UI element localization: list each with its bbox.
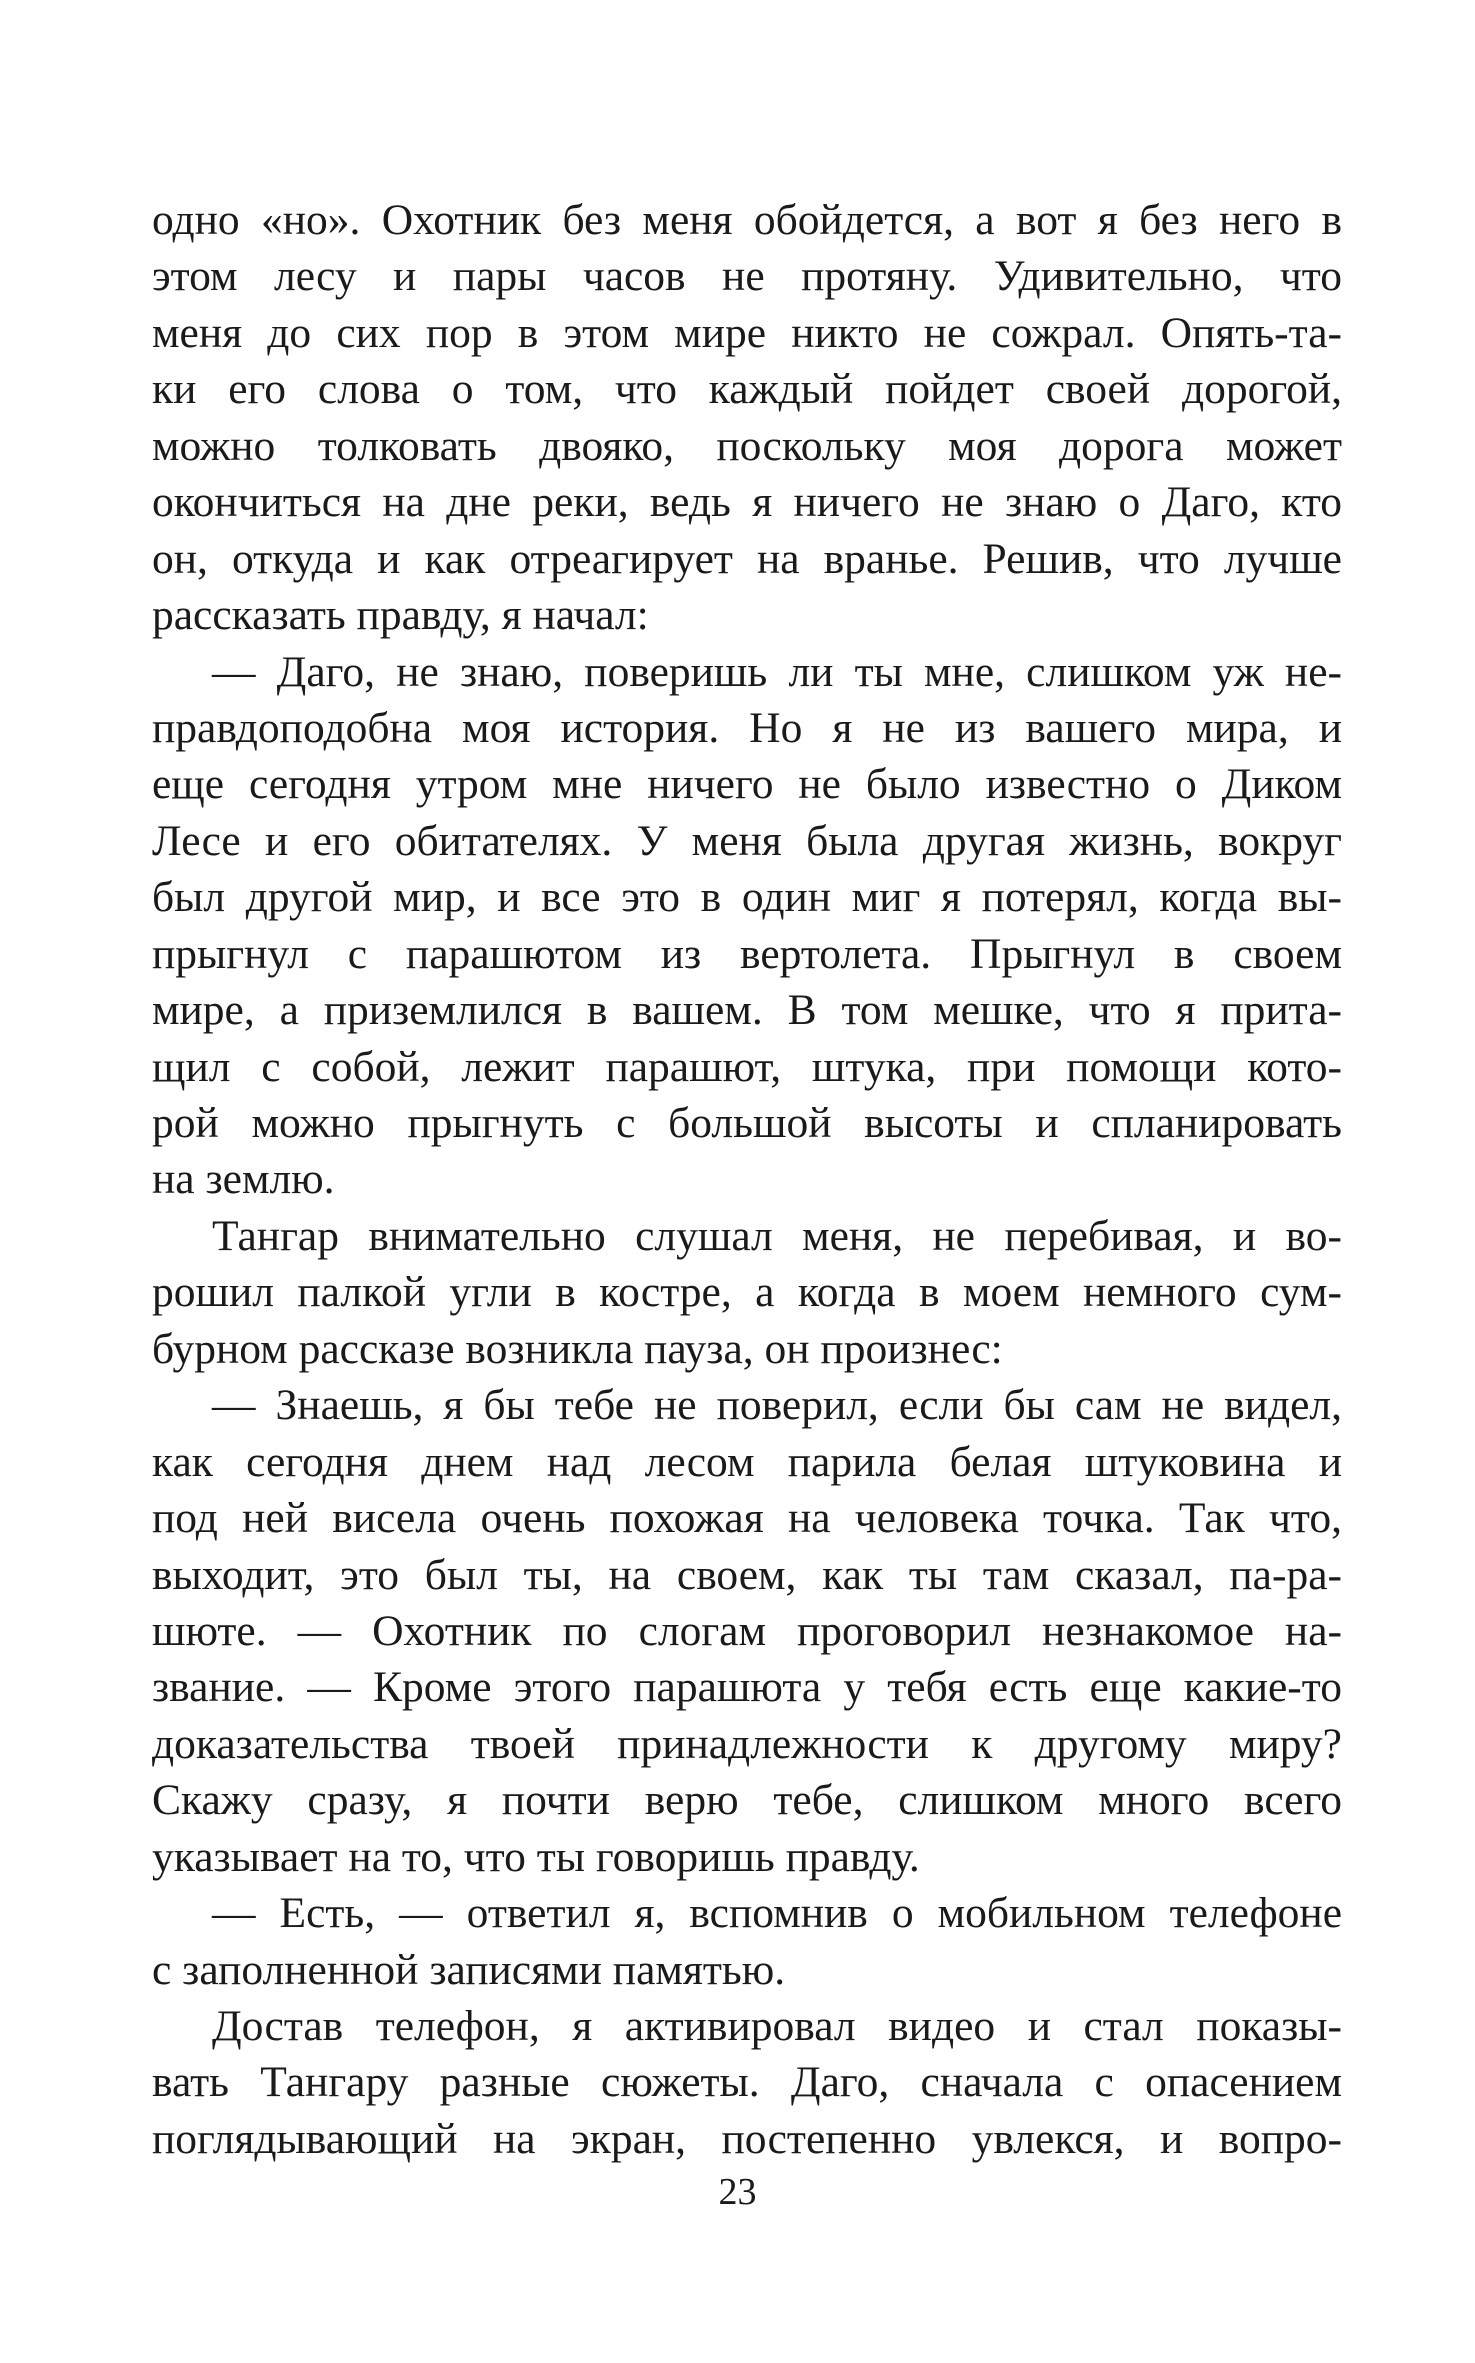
text-line: мире, а приземлился в вашем. В том мешке, что я прита- [152,986,1342,1035]
text-line: он, откуда и как отреагирует на вранье. Решив, что лучше [152,534,1342,583]
text-line: указывает на то, что ты говоришь правду. [152,1832,920,1881]
text-line: меня до сих пор в этом мире никто не сожрал. Опять-та- [152,308,1342,357]
text-line: ки его слова о том, что каждый пойдет своей дорогой, [152,365,1342,414]
text-line: на землю. [152,1155,335,1204]
text-line: Тангар внимательно слушал меня, не перебивая, и во- [212,1211,1342,1260]
text-line: Лесе и его обитателях. У меня была другая жизнь, вокруг [152,816,1342,865]
text-line: доказательства твоей принадлежности к другому миру? [152,1719,1342,1768]
text-line: щил с собой, лежит парашют, штука, при помощи кото- [152,1042,1342,1091]
text-line: этом лесу и пары часов не протяну. Удивительно, что [152,252,1342,301]
body-text [152,192,1342,2167]
text-line: шюте. — Охотник по слогам проговорил незнакомое на- [152,1606,1342,1655]
text-line: бурном рассказе возникла пауза, он произнес: [152,1324,1003,1373]
text-line: окончиться на дне реки, ведь я ничего не знаю о Даго, кто [152,478,1342,527]
text-line: как сегодня днем над лесом парила белая штуковина и [152,1437,1342,1486]
text-line: рассказать правду, я начал: [152,591,649,640]
text-line: звание. — Кроме этого парашюта у тебя есть еще какие-то [152,1663,1342,1712]
text-line: вать Тангару разные сюжеты. Даго, сначала с опасением [152,2058,1342,2107]
text-line: еще сегодня утром мне ничего не было известно о Диком [152,760,1342,809]
text-line: прыгнул с парашютом из вертолета. Прыгнул в своем [152,929,1342,978]
text-line: выходит, это был ты, на своем, как ты там сказал, па-ра- [152,1550,1342,1599]
text-line: поглядывающий на экран, постепенно увлекся, и вопро- [152,2114,1342,2163]
text-line: рой можно прыгнуть с большой высоты и спланировать [152,1099,1342,1147]
text-line: — Знаешь, я бы тебе не поверил, если бы сам не видел, [212,1381,1342,1430]
text-line: под ней висела очень похожая на человека точка. Так что, [152,1494,1342,1543]
text-line: с заполненной записями памятью. [152,1945,786,1994]
text-line: Скажу сразу, я почти верю тебе, слишком много всего [152,1776,1342,1825]
text-line: одно «но». Охотник без меня обойдется, а вот я без него в [152,196,1342,244]
text-line: — Есть, — ответил я, вспомнив о мобильном телефоне [212,1889,1342,1938]
text-line: можно толковать двояко, поскольку моя дорога может [152,421,1342,470]
page-number: 23 [718,2171,757,2213]
text-line: рошил палкой угли в костре, а когда в моем немного сум- [152,1268,1342,1317]
text-line: — Даго, не знаю, поверишь ли ты мне, слишком уж не- [212,647,1342,696]
text-line: Достав телефон, я активировал видео и стал показы- [212,2002,1342,2050]
text-line: правдоподобна моя история. Но я не из вашего мира, и [152,703,1342,752]
text-line: был другой мир, и все это в один миг я потерял, когда вы- [152,873,1342,922]
